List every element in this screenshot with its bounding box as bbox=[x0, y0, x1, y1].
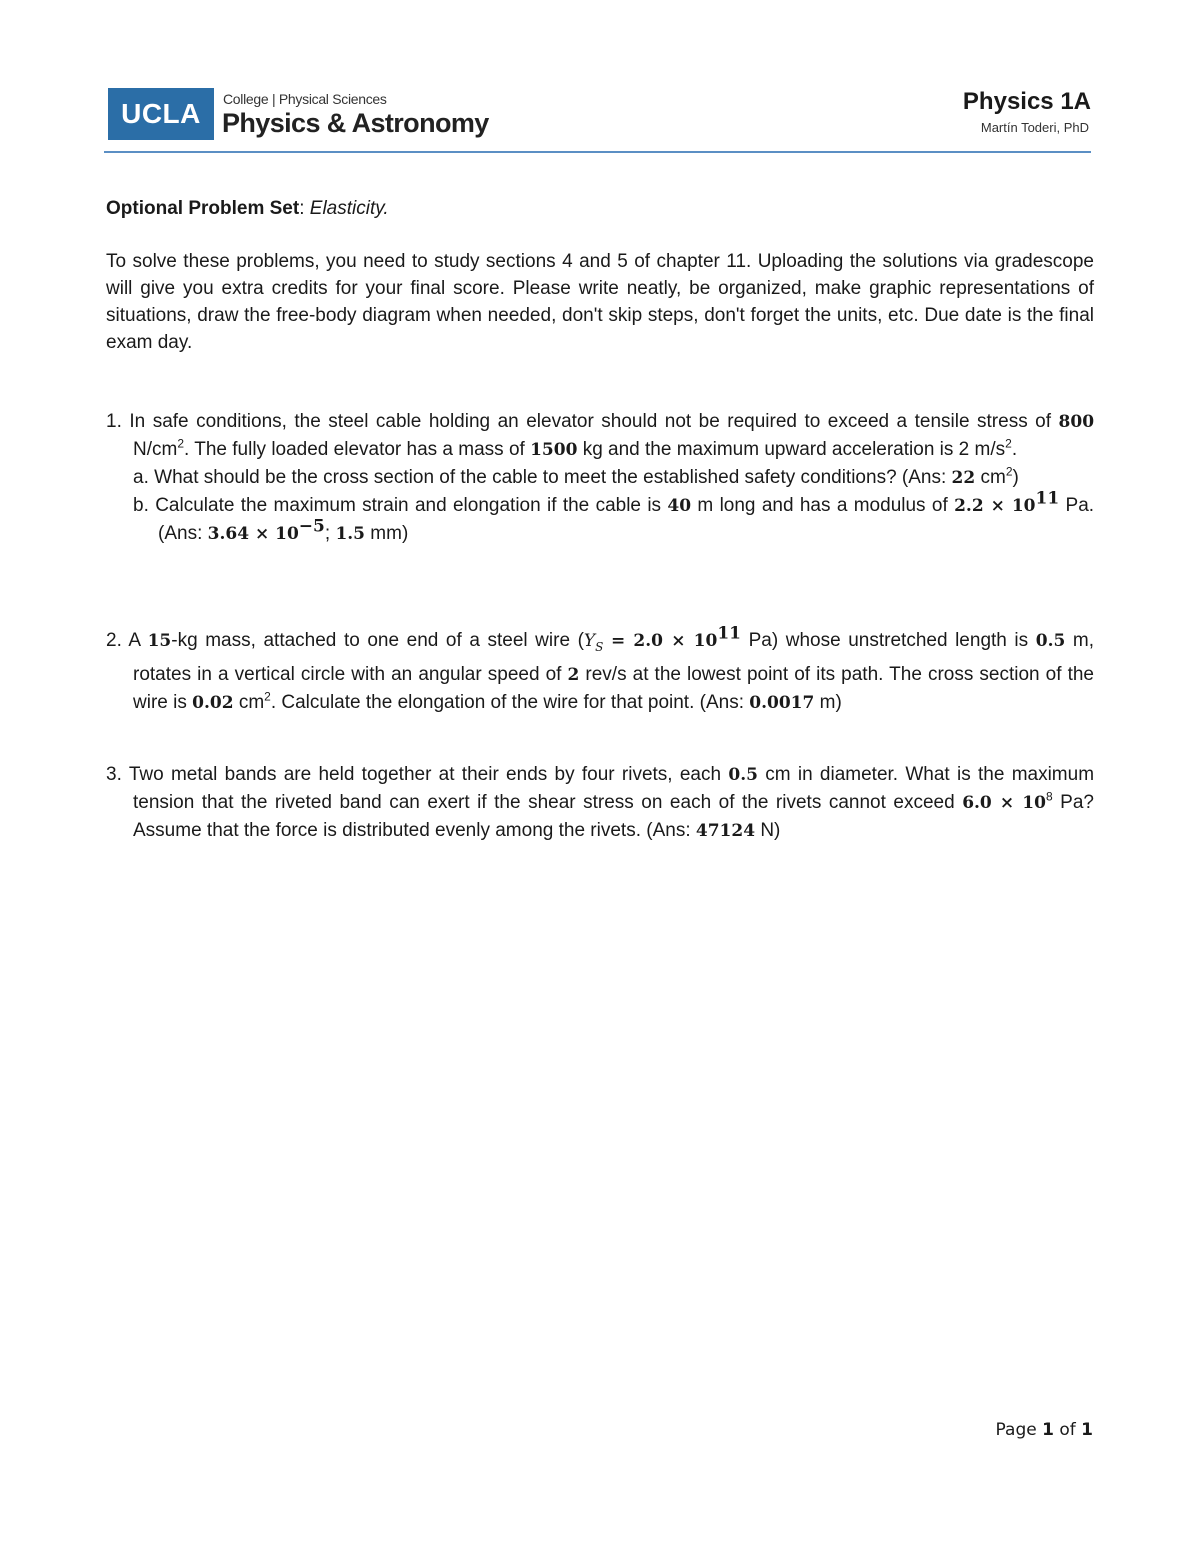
problem-text: Calculate the maximum strain and elongation if the cable is bbox=[155, 495, 662, 516]
problem-text: Pa? Assume that the force is distributed evenly among the rivets. (Ans: bbox=[133, 792, 1094, 841]
department-subtitle: College | Physical Sciences bbox=[223, 91, 387, 107]
of-label: of bbox=[1059, 1420, 1076, 1440]
page-label: Page bbox=[995, 1420, 1037, 1440]
problem-1 bbox=[106, 408, 1094, 548]
problem-text: Pa. (Ans: bbox=[158, 495, 1095, 544]
stress-value: 6.0 × 10 bbox=[962, 793, 1046, 813]
youngs-modulus-symbol: Y bbox=[583, 631, 596, 651]
modulus-value: = 2.0 × 10 bbox=[610, 631, 718, 651]
problem-text: cm bbox=[980, 467, 1006, 488]
answer-value: 0.0017 bbox=[749, 692, 815, 713]
youngs-modulus-subscript: S bbox=[595, 639, 604, 654]
problem-3 bbox=[106, 761, 1094, 845]
superscript-2: 2 bbox=[264, 689, 271, 704]
mass-value: 15 bbox=[147, 631, 172, 651]
title-label: Optional Problem Set bbox=[106, 198, 300, 219]
problem-text: m) bbox=[819, 691, 842, 713]
subpart-label: a. bbox=[133, 467, 149, 488]
problem-2-statement bbox=[106, 623, 1094, 717]
problem-3-statement bbox=[106, 761, 1094, 845]
title-separator: : bbox=[299, 198, 310, 219]
stress-value: 800 bbox=[1058, 412, 1095, 432]
problem-text: -kg mass, attached to one end of a steel wire ( bbox=[171, 630, 584, 651]
page-header bbox=[106, 86, 1091, 152]
area-value: 0.02 bbox=[192, 692, 234, 713]
problem-text: . bbox=[1011, 439, 1018, 460]
problem-text: What should be the cross section of the cable to meet the established safety conditions? (Ans: bbox=[154, 467, 947, 488]
problem-text: . The fully loaded elevator has a mass of bbox=[184, 439, 525, 460]
length-value: 0.5 bbox=[1035, 631, 1066, 651]
problem-text: A bbox=[128, 630, 141, 651]
length-value: 40 bbox=[667, 496, 692, 516]
page-number bbox=[996, 1420, 1093, 1440]
ucla-logo: UCLA bbox=[108, 88, 214, 140]
problem-text: ; bbox=[324, 523, 331, 544]
problem-text: cm in diameter. What is the maximum tension that the riveted band can exert if the shear stress on each of the rivets cannot exceed bbox=[133, 764, 1095, 813]
problem-text: N/cm bbox=[133, 439, 178, 460]
problem-set-title bbox=[106, 195, 1094, 222]
superscript-2: 2 bbox=[1005, 436, 1012, 451]
problem-number: 1. bbox=[106, 411, 122, 432]
course-title: Physics 1A bbox=[962, 88, 1091, 115]
problem-text: In safe conditions, the steel cable holding an elevator should not be required to exceed a tensile stress of bbox=[129, 411, 1052, 432]
problem-1b bbox=[106, 488, 1095, 548]
problem-text: m long and has a modulus of bbox=[697, 495, 948, 516]
answer-value: 1.5 bbox=[335, 524, 366, 544]
problem-text: . Calculate the elongation of the wire for that point. (Ans: bbox=[270, 691, 744, 713]
current-page: 1 bbox=[1042, 1420, 1054, 1440]
problem-text: Pa) whose unstretched length is bbox=[748, 630, 1029, 651]
diameter-value: 0.5 bbox=[728, 765, 758, 785]
answer-value: 47124 bbox=[695, 821, 756, 841]
header-divider bbox=[104, 151, 1091, 153]
problem-number: 2. bbox=[106, 630, 122, 651]
problem-text: N) bbox=[760, 820, 781, 841]
instructor-name: Martín Toderi, PhD bbox=[980, 120, 1089, 135]
speed-value: 2 bbox=[567, 664, 580, 685]
department-name: Physics & Astronomy bbox=[222, 108, 489, 138]
problem-text: rev/s at the lowest point of its path. The cross section of the wire is bbox=[133, 663, 1094, 713]
total-pages: 1 bbox=[1081, 1420, 1093, 1440]
problem-1a bbox=[106, 464, 1094, 492]
superscript-2: 2 bbox=[1005, 464, 1013, 479]
answer-exponent: −5 bbox=[298, 516, 325, 537]
problem-1-statement bbox=[106, 408, 1094, 464]
answer-value: 3.64 × 10 bbox=[207, 524, 299, 544]
problem-number: 3. bbox=[106, 764, 122, 785]
problem-text: m, rotates in a vertical circle with an angular speed of bbox=[133, 630, 1094, 685]
problem-2 bbox=[106, 623, 1094, 717]
modulus-exponent: 11 bbox=[1035, 488, 1060, 509]
instructions-paragraph: To solve these problems, you need to study sections 4 and 5 of chapter 11. Uploading the solutions via gradescope will give you extra credits for your final score. Please write neatly, be organized, make graphic representations of situations, draw the free-body diagram when needed, don't skip steps, don't forget the units, etc. Due date is the final exam day. bbox=[106, 251, 1094, 353]
problem-text: Two metal bands are held together at their ends by four rivets, each bbox=[128, 764, 722, 785]
superscript-2: 2 bbox=[177, 436, 185, 451]
problem-text: cm bbox=[238, 691, 265, 713]
problem-text: ) bbox=[1012, 467, 1019, 488]
stress-exponent: 8 bbox=[1045, 789, 1053, 804]
problem-text: mm) bbox=[370, 523, 409, 544]
answer-value: 22 bbox=[951, 468, 976, 488]
modulus-exponent: 11 bbox=[717, 623, 742, 644]
mass-value: 1500 bbox=[530, 440, 578, 460]
title-topic: Elasticity. bbox=[309, 198, 389, 219]
subpart-label: b. bbox=[133, 495, 149, 516]
problem-text: kg and the maximum upward acceleration is 2 m/s bbox=[582, 439, 1006, 460]
modulus-value: 2.2 × 10 bbox=[954, 496, 1036, 516]
